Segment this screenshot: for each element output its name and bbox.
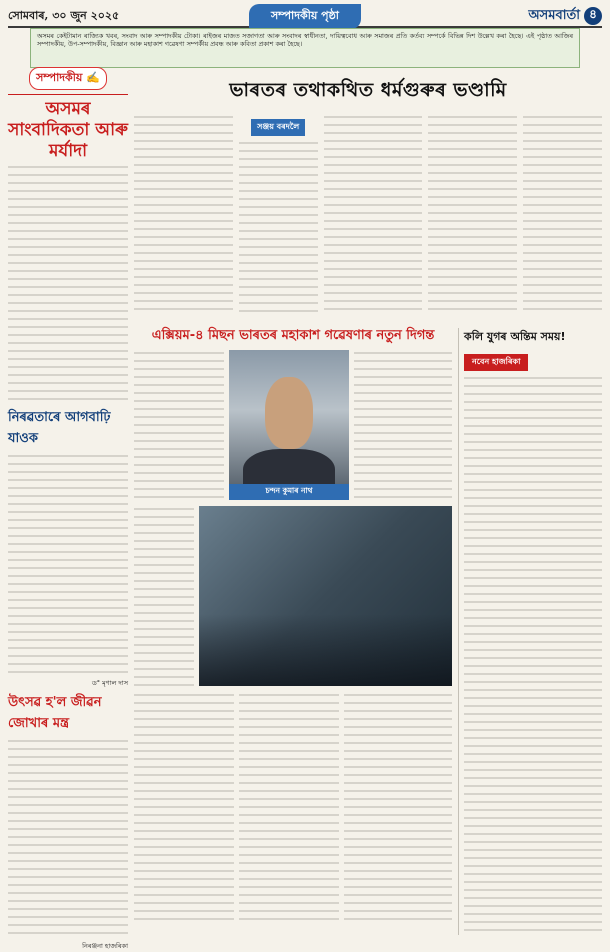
science-col-3	[354, 350, 452, 500]
poem-author: নবেন হাজৰিকা	[464, 354, 528, 371]
main-area	[134, 72, 602, 889]
author-tag-wrap	[239, 114, 318, 136]
main-col-2	[239, 114, 318, 314]
page-header	[8, 6, 602, 28]
science-col-5	[134, 692, 234, 924]
poem-title: কলি যুগৰ অন্তিম সময়!	[464, 330, 566, 343]
main-col-5-text	[523, 114, 602, 314]
editorial-tag-wrap	[8, 66, 128, 90]
editorial-title: অসমৰ সাংবাদিকতা আৰু মৰ্যাদা	[8, 99, 128, 161]
main-author-tag: সঞ্জয় বৰদলৈ	[251, 119, 305, 136]
science-article	[134, 328, 452, 935]
science-col-1	[134, 350, 224, 500]
main-article-body	[134, 114, 602, 314]
newspaper-logo: অসমবাৰ্তা	[528, 7, 580, 23]
header-section: সম্পাদকীয় পৃষ্ঠা	[249, 4, 361, 29]
header-date: সোমবাৰ, ৩০ জুন ২০২৫	[8, 8, 120, 22]
left-sub-title: নিৰৱতাৰে আগবাঢ়ি যাওক	[8, 410, 111, 446]
science-col-7	[344, 692, 452, 924]
editorial-tag: সম্পাদকীয় ✍	[29, 67, 107, 90]
lower-area	[134, 328, 602, 935]
left-sub-byline: ড° মৃণাল দাস	[91, 679, 128, 687]
main-col-4	[428, 114, 517, 314]
editorial-body	[8, 164, 128, 404]
science-col-6	[239, 692, 339, 924]
editorial-rule	[8, 94, 128, 95]
main-col-5	[523, 114, 602, 314]
science-bottom	[134, 692, 452, 924]
left-sub2-byline: নিৰঞ্জনা হাজৰিকা	[82, 942, 128, 950]
poem-column	[458, 328, 602, 935]
science-top	[134, 350, 452, 500]
page-number: ৪	[584, 7, 602, 25]
left-column	[8, 66, 128, 950]
main-col-3	[324, 114, 423, 314]
main-col-2-text	[239, 140, 318, 314]
astronaut-photo	[199, 506, 452, 686]
main-col-3-text	[324, 114, 423, 314]
science-mid	[134, 506, 452, 686]
science-col-4	[134, 506, 194, 686]
main-col-1-text	[134, 114, 233, 314]
main-col-1	[134, 114, 233, 314]
author-portrait	[229, 350, 349, 500]
header-right	[432, 6, 602, 27]
left-sub2-title: উৎসৱ হ'ল জীৱন জোখাৰ মন্ত্ৰ	[8, 695, 102, 731]
science-article-title: এক্সিয়ম-৪ মিছন ভাৰতৰ মহাকাশ গৱেষণাৰ নতুন দিগন্ত	[151, 328, 435, 343]
poem-author-wrap	[464, 349, 602, 371]
top-banner	[30, 28, 580, 68]
poem-body	[464, 375, 602, 935]
banner-text: অসমৰ কেইটামান ৰাজ্যিক খবৰ, সংবাদ আৰু সম্পাদকীয় টোকা। ৰাইজৰ মাজত সজাগতা আৰু সংবাদৰ স্বাধীনতা, দায়িত্ববোধ আৰু সমাজৰ প্ৰতি কৰ্তব্য সম্পৰ্কে বিভিন্ন দিশ উল্লেখ কৰা হৈছে। এই পৃষ্ঠাত আজিৰ সম্পাদকীয়, উপ-সম্পাদকীয়, বিজ্ঞান আৰু মহাকাশ গৱেষণা সম্পৰ্কীয় প্ৰবন্ধ আৰু কবিতা প্ৰকাশ কৰা হৈছে।	[37, 32, 573, 48]
main-article-title: ভাৰতৰ তথাকথিত ধৰ্মগুৰুৰ ভণ্ডামি	[229, 79, 507, 101]
left-sub2-body	[8, 738, 128, 938]
portrait-face	[265, 377, 313, 449]
main-col-4-text	[428, 114, 517, 314]
left-sub-body	[8, 453, 128, 675]
author-caption: চন্দন কুমাৰ নাথ	[229, 484, 349, 500]
